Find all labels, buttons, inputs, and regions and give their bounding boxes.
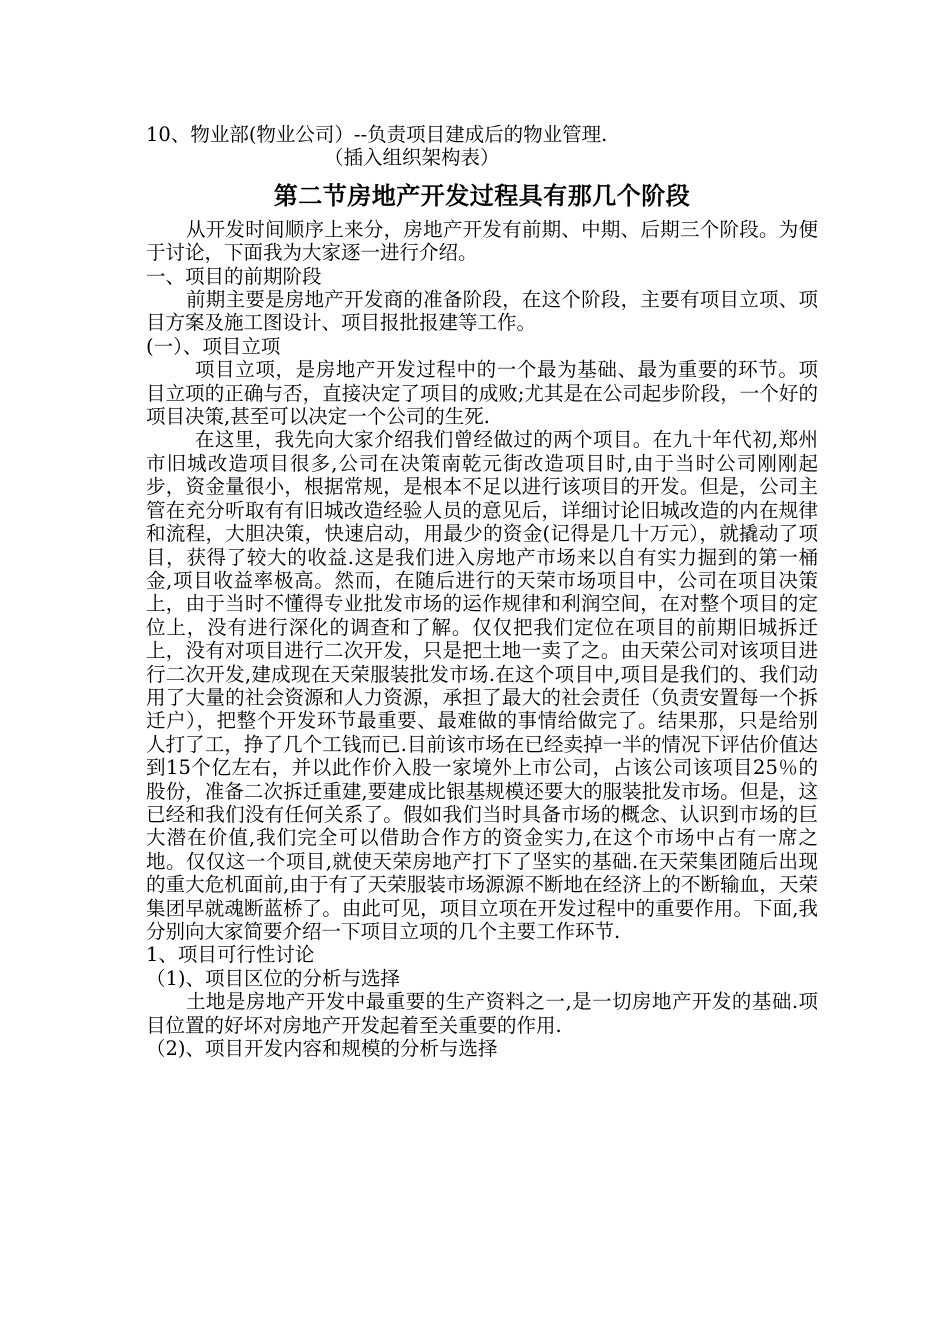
- org-chart-note: （插入组织架构表）: [324, 146, 500, 170]
- paragraph-intro: 从开发时间顺序上来分，房地产开发有前期、中期、后期三个阶段。为便于讨论，下面我为大家逐一进行介绍。: [146, 217, 818, 265]
- heading-scale-analysis: （2)、项目开发内容和规模的分析与选择: [146, 1037, 498, 1061]
- department-item-10: 10、物业部(物业公司）--负责项目建成后的物业管理.: [146, 123, 608, 146]
- paragraph-early-stage: 前期主要是房地产开发商的准备阶段，在这个阶段，主要有项目立项、项目方案及施工图设计、项目报批报建等工作。: [146, 288, 818, 335]
- heading-feasibility: 1、项目可行性讨论: [146, 943, 315, 967]
- heading-location-analysis: （1)、项目区位的分析与选择: [146, 966, 401, 990]
- heading-project-setup: (一）、项目立项: [146, 334, 281, 358]
- heading-early-stage: 一、项目的前期阶段: [146, 264, 322, 288]
- paragraph-project-setup: 项目立项，是房地产开发过程中的一个最为基础、最为重要的环节。项目立项的正确与否，直接决定了项目的成败;尤其是在公司起步阶段，一个好的项目决策,甚至可以决定一个公司的生死.: [146, 358, 818, 429]
- paragraph-land: 土地是房地产开发中最重要的生产资料之一,是一切房地产开发的基础.项目位置的好坏对房地产开发起着至关重要的作用.: [146, 990, 818, 1037]
- document-body: [146, 123, 818, 1060]
- paragraph-case-study: 在这里，我先向大家介绍我们曾经做过的两个项目。在九十年代初,郑州市旧城改造项目很多,公司在决策南乾元街改造项目时,由于当时公司刚刚起步，资金量很小，根据常规，是根本不足以进行该项目的开发。但是，公司主管在充分听取有有旧城改造经验人员的意见后，详细讨论旧城改造的内在规律和流程，大胆决策，快速启动，用最少的资金(记得是几十万元），就撬动了项目，获得了较大的收益.这是我们进入房地产市场来以自有实力掘到的第一桶金,项目收益率极高。然而，在随后进行的天荣市场项目中，公司在项目决策上，由于当时不懂得专业批发市场的运作规律和利润空间，在对整个项目的定位上，没有进行深化的调查和了解。仅仅把我们定位在项目的前期旧城拆迁上，没有对项目进行二次开发，只是把土地一卖了之。由天荣公司对该项目进行二次开发,建成现在天荣服装批发市场.在这个项目中,项目是我们的、我们动用了大量的社会资源和人力资源，承担了最大的社会责任（负责安置每一个拆迁户），把整个开发环节最重要、最难做的事情给做完了。结果那，只是给别人打了工，挣了几个工钱而已.目前该市场在已经卖掉一半的情况下评估价值达到15个亿左右，并以此作价入股一家境外上市公司，占该公司该项目25％的股份，准备二次拆迁重建,要建成比银基规模还要大的服装批发市场。但是，这已经和我们没有任何关系了。假如我们当时具备市场的概念、认识到市场的巨大潜在价值,我们完全可以借助合作方的资金实力,在这个市场中占有一席之地。仅仅这一个项目,就使天荣房地产打下了坚实的基础.在天荣集团随后出现的重大危机面前,由于有了天荣服装市场源源不断地在经济上的不断输血，天荣集团早就魂断蓝桥了。由此可见，项目立项在开发过程中的重要作用。下面,我分别向大家简要介绍一下项目立项的几个主要工作环节.: [146, 428, 818, 943]
- section-title: 第二节房地产开发过程具有那几个阶段: [273, 180, 691, 210]
